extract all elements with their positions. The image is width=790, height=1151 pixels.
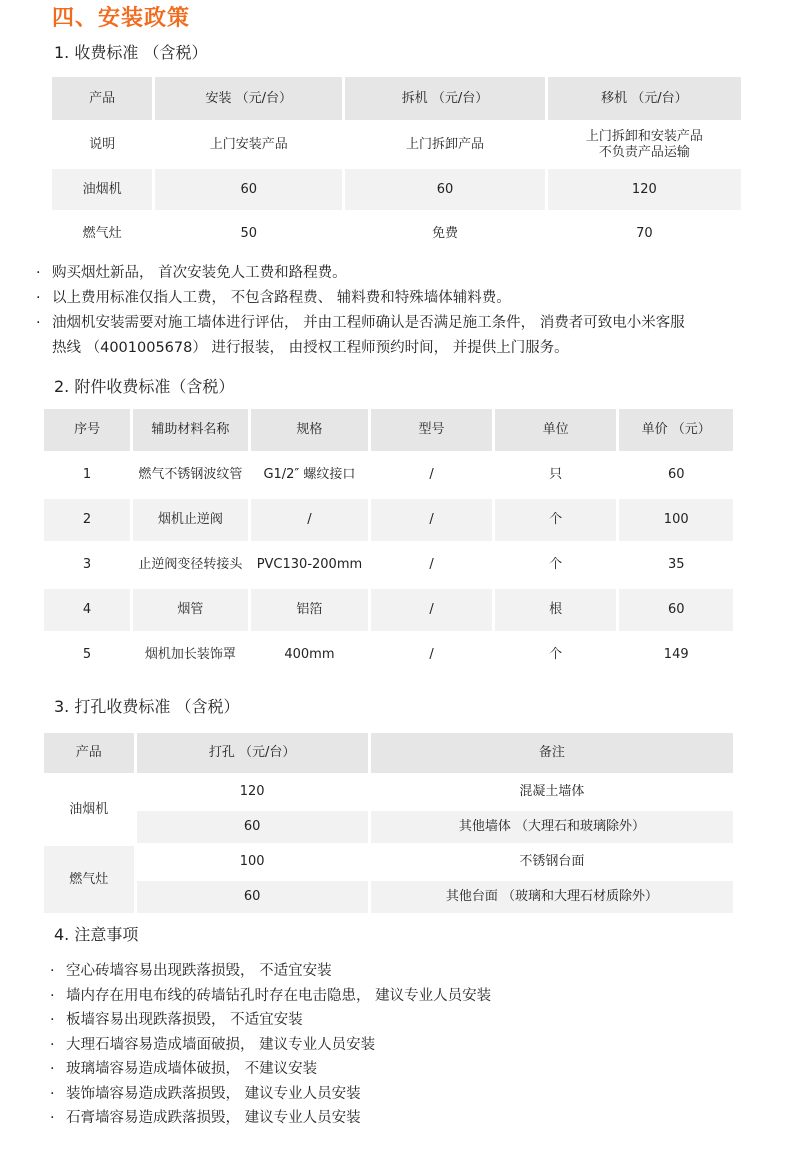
cell: 烟机加长装饰罩	[133, 634, 248, 676]
cell: 3	[44, 544, 130, 586]
table-row	[52, 123, 741, 166]
header-cell: 辅助材料名称	[133, 409, 248, 451]
cell: 5	[44, 634, 130, 676]
cell: 1	[44, 454, 130, 496]
header-cell: 单位	[495, 409, 617, 451]
cell	[548, 123, 741, 166]
cell: 油烟机	[52, 169, 152, 210]
list-item: · 石膏墙容易造成跌落损毁， 建议专业人员安装	[50, 1106, 491, 1131]
cell: 60	[345, 169, 544, 210]
table-row	[44, 499, 733, 541]
cell: 燃气灶	[44, 846, 134, 913]
cell: 止逆阀变径转接头	[133, 544, 248, 586]
header-cell: 打孔 （元/台）	[137, 733, 368, 773]
cell: 个	[495, 634, 617, 676]
drilling-fee-heading: 3. 打孔收费标准 （含税）	[54, 697, 240, 716]
header-cell: 产品	[52, 77, 152, 120]
note-item: · 以上费用标准仅指人工费， 不包含路程费、 辅料费和特殊墙体辅料费。	[36, 286, 685, 311]
cell: /	[371, 454, 492, 496]
table-row	[44, 881, 733, 913]
bullet-icon: ·	[36, 315, 41, 331]
cell: 149	[619, 634, 733, 676]
bullet-icon: ·	[50, 1036, 55, 1053]
cell: 个	[495, 499, 617, 541]
accessory-fee-heading: 2. 附件收费标准（含税）	[54, 377, 235, 396]
fee-standard-table	[49, 74, 744, 258]
cell: 70	[548, 213, 741, 255]
cell: /	[251, 499, 369, 541]
table-row	[44, 454, 733, 496]
cell: 烟管	[133, 589, 248, 631]
header-cell: 单价 （元）	[619, 409, 733, 451]
cell: 上门安装产品	[155, 123, 342, 166]
list-item: · 大理石墙容易造成墙面破损， 建议专业人员安装	[50, 1033, 491, 1058]
header-cell: 型号	[371, 409, 492, 451]
cell: 上门拆卸产品	[345, 123, 544, 166]
accessory-fee-table	[41, 406, 736, 679]
table-header-row	[52, 77, 741, 120]
header-cell: 备注	[371, 733, 733, 773]
cell: 4	[44, 589, 130, 631]
bullet-icon: ·	[50, 987, 55, 1004]
header-cell: 产品	[44, 733, 134, 773]
note-item: · 油烟机安装需要对施工墙体进行评估， 并由工程师确认是否满足施工条件， 消费者可致电小米客服	[36, 311, 685, 336]
cell: 100	[619, 499, 733, 541]
cell: 混凝土墙体	[371, 776, 733, 808]
cell: 个	[495, 544, 617, 586]
bullet-icon: ·	[50, 963, 55, 979]
table-header-row	[44, 409, 733, 451]
table-row	[44, 634, 733, 676]
list-item: · 玻璃墙容易造成墙体破损， 不建议安装	[50, 1057, 491, 1082]
cell-line: 上门拆卸和安装产品	[585, 128, 703, 144]
cell: 其他墙体 （大理石和玻璃除外）	[371, 811, 733, 843]
header-cell: 拆机 （元/台）	[345, 77, 544, 120]
bullet-icon: ·	[50, 1110, 55, 1126]
table-header-row	[44, 733, 733, 773]
drilling-fee-table	[41, 730, 736, 916]
note-item: · 购买烟灶新品， 首次安装免人工费和路程费。	[36, 261, 685, 286]
cell: 60	[619, 589, 733, 631]
notice-heading: 4. 注意事项	[54, 925, 139, 944]
cell: 不锈钢台面	[371, 846, 733, 878]
cell: 100	[137, 846, 368, 878]
note-item-continued: 热线 （4001005678） 进行报装， 由授权工程师预约时间， 并提供上门服务。	[52, 340, 569, 356]
cell: /	[371, 634, 492, 676]
cell: 35	[619, 544, 733, 586]
cell: 说明	[52, 123, 152, 166]
cell: 60	[155, 169, 342, 210]
header-cell: 规格	[251, 409, 369, 451]
list-item: · 墙内存在用电布线的砖墙钻孔时存在电击隐患， 建议专业人员安装	[50, 984, 491, 1009]
cell: 120	[137, 776, 368, 808]
cell: /	[371, 589, 492, 631]
table-row	[44, 589, 733, 631]
cell: 燃气不锈钢波纹管	[133, 454, 248, 496]
header-cell: 序号	[44, 409, 130, 451]
table-row	[44, 776, 733, 808]
bullet-icon: ·	[36, 265, 41, 281]
bullet-icon: ·	[36, 290, 41, 306]
table-row	[44, 846, 733, 878]
cell: 油烟机	[44, 776, 134, 843]
cell: 只	[495, 454, 617, 496]
list-item: · 空心砖墙容易出现跌落损毁， 不适宜安装	[50, 959, 491, 984]
cell: 根	[495, 589, 617, 631]
table-row	[52, 169, 741, 210]
list-item: · 板墙容易出现跌落损毁， 不适宜安装	[50, 1008, 491, 1033]
cell: 50	[155, 213, 342, 255]
table-row	[44, 544, 733, 586]
cell: G1/2″ 螺纹接口	[251, 454, 369, 496]
list-item: · 装饰墙容易造成跌落损毁， 建议专业人员安装	[50, 1082, 491, 1107]
bullet-icon: ·	[50, 1012, 55, 1028]
bullet-icon: ·	[50, 1061, 55, 1077]
cell: 60	[137, 811, 368, 843]
section-title: 四、安装政策	[52, 6, 191, 31]
table-row	[44, 811, 733, 843]
cell: /	[371, 499, 492, 541]
header-cell: 安装 （元/台）	[155, 77, 342, 120]
bullet-icon: ·	[50, 1085, 55, 1102]
notice-list	[50, 959, 491, 1131]
cell: PVC130-200mm	[251, 544, 369, 586]
cell: 120	[548, 169, 741, 210]
cell: 400mm	[251, 634, 369, 676]
cell: 60	[137, 881, 368, 913]
cell: 燃气灶	[52, 213, 152, 255]
cell: 烟机止逆阀	[133, 499, 248, 541]
table-row	[52, 213, 741, 255]
cell: 2	[44, 499, 130, 541]
cell: /	[371, 544, 492, 586]
cell: 免费	[345, 213, 544, 255]
cell: 60	[619, 454, 733, 496]
cell: 其他台面 （玻璃和大理石材质除外）	[371, 881, 733, 913]
cell-line: 不负责产品运输	[598, 144, 690, 160]
cell: 铝箔	[251, 589, 369, 631]
fee-notes	[36, 261, 685, 361]
fee-standard-heading: 1. 收费标准 （含税）	[54, 43, 208, 62]
header-cell: 移机 （元/台）	[548, 77, 741, 120]
